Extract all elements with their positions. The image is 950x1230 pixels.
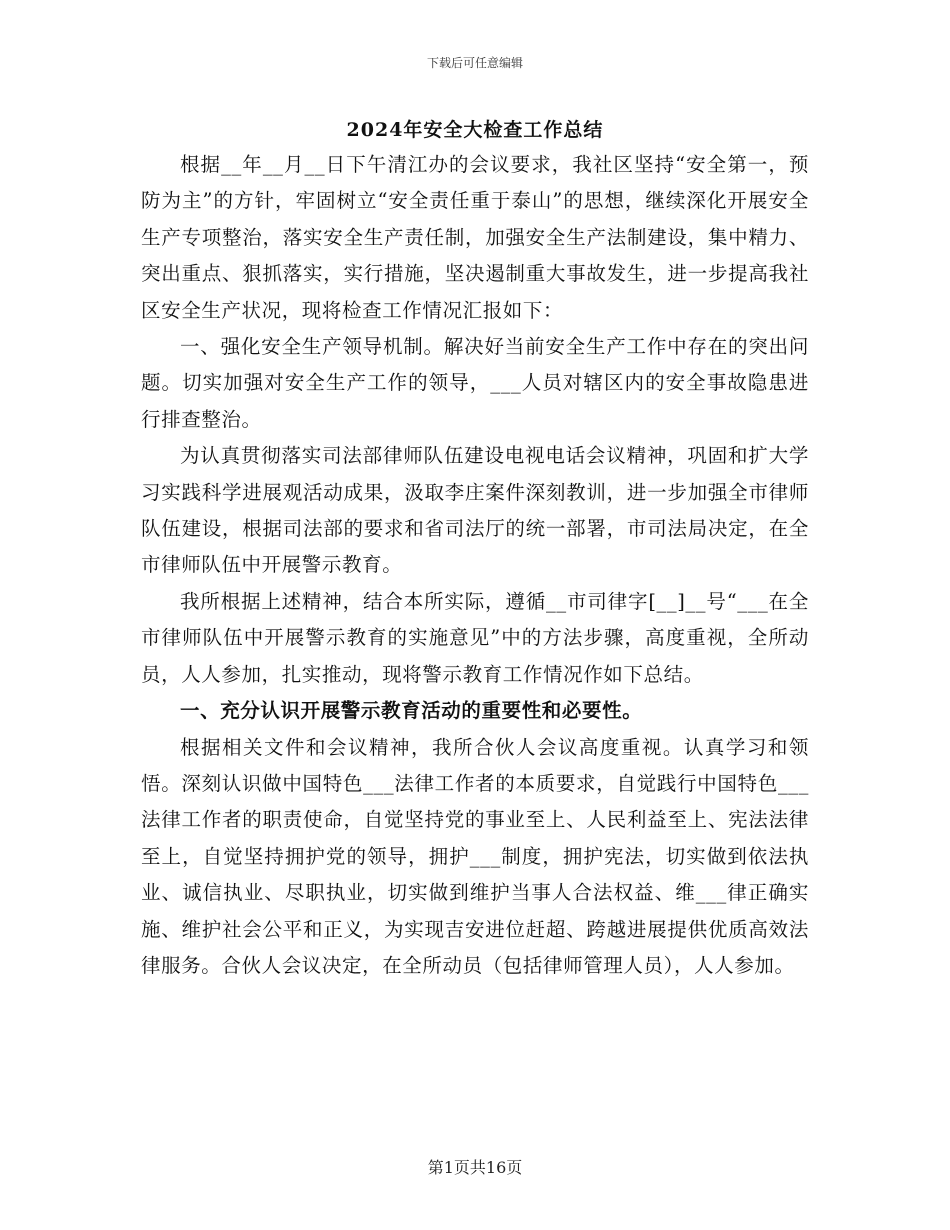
paragraph-background: 为认真贯彻落实司法部律师队伍建设电视电话会议精神，巩固和扩大学习实践科学进展观活动成果，汲取李庄案件深刻教训，进一步加强全市律师队伍建设，根据司法部的要求和省司法厅的统一部署，市司法局决定，在全市律师队伍中开展警示教育。 <box>141 444 809 577</box>
page-number: 第1页共16页 <box>427 1158 523 1177</box>
paragraph-section-1-detail: 根据相关文件和会议精神，我所合伙人会议高度重视。认真学习和领悟。深刻认识做中国特色___法律工作者的本质要求，自觉践行中国特色___法律工作者的职责使命，自觉坚持党的事业至上、人民利益至上、宪法法律至上，自觉坚持拥护党的领导，拥护___制度，拥护宪法，切实做到依法执业、诚信执业、尽职执业，切实做到维护当事人合法权益、维___律正确实施、维护社会公平和正义，为实现吉安进位赶超、跨越进展提供优质高效法律服务。合伙人会议决定，在全所动员（包括律师管理人员），人人参加。 <box>141 735 809 977</box>
section-heading-1: 一、充分认识开展警示教育活动的重要性和必要性。 <box>180 699 643 723</box>
document-body <box>141 147 809 984</box>
paragraph-section-1: 一、强化安全生产领导机制。解决好当前安全生产工作中存在的突出问题。切实加强对安全生产工作的领导，___人员对辖区内的安全事故隐患进行排查整治。 <box>141 335 809 431</box>
paragraph-implementation: 我所根据上述精神，结合本所实际，遵循__市司律字[__]__号“___在全市律师队伍中开展警示教育的实施意见”中的方法步骤，高度重视，全所动员，人人参加，扎实推动，现将警示教育工作情况作如下总结。 <box>141 589 809 686</box>
document-title: 2024年安全大检查工作总结 <box>346 119 604 141</box>
paragraph-intro: 根据__年__月__日下午清江办的会议要求，我社区坚持“安全第一，预防为主”的方针，牢固树立“安全责任重于泰山”的思想，继续深化开展安全生产专项整治，落实安全生产责任制，加强安全生产法制建设，集中精力、突出重点、狠抓落实，实行措施，坚决遏制重大事故发生，进一步提高我社区安全生产状况，现将检查工作情况汇报如下： <box>141 153 809 322</box>
page-header-note: 下载后可任意编辑 <box>426 56 523 70</box>
